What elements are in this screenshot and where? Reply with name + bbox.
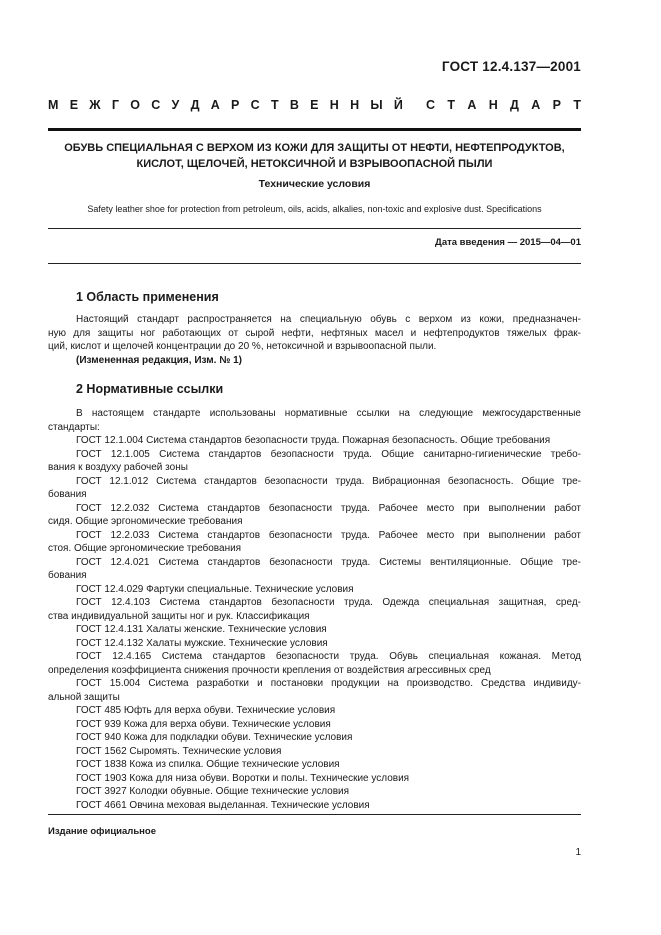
text-line: ГОСТ 1838 Кожа из спилка. Общие технические условия — [76, 759, 340, 770]
document-title — [48, 140, 581, 172]
text-line: бования — [48, 489, 87, 500]
banner-letter: А — [210, 98, 220, 112]
banner-letter: Е — [69, 98, 79, 112]
divider — [48, 228, 581, 229]
banner-letter: Т — [573, 98, 581, 112]
section-1-heading: 1 Область применения — [76, 290, 219, 304]
text-line: ций, кислот и щелочей концентрации до 20 %, нетоксичной и взрывоопасной пыли. — [48, 341, 437, 352]
banner-letter: Т — [270, 98, 279, 112]
text-line: вания к воздуху рабочей зоны — [48, 462, 188, 473]
text-line: Настоящий стандарт распространяется на специальную обувь с верхом из кожи, предназначен- — [76, 314, 581, 325]
standard-word — [426, 98, 581, 112]
divider — [48, 263, 581, 264]
banner-letter: Й — [393, 98, 403, 112]
document-code: ГОСТ 12.4.137—2001 — [441, 59, 581, 74]
banner-letter: А — [467, 98, 477, 112]
section-1-body — [48, 313, 581, 367]
banner-letter: А — [531, 98, 541, 112]
text-line: ГОСТ 939 Кожа для верха обуви. Технические условия — [76, 718, 331, 730]
text-line: бования — [48, 570, 87, 581]
text-line: ГОСТ 12.1.005 Система стандартов безопасности труда. Общие санитарно-гигиенические требо- — [76, 448, 581, 460]
banner-letter: Н — [350, 98, 360, 112]
edition-label: Издание официальное — [48, 826, 156, 837]
text-line: ГОСТ 12.4.165 Система стандартов безопасности труда. Обувь специальная кожаная. Метод — [76, 651, 581, 662]
text-line: альной защиты — [48, 691, 120, 703]
title-line-1: ОБУВЬ СПЕЦИАЛЬНАЯ С ВЕРХОМ ИЗ КОЖИ ДЛЯ ЗАЩИТЫ ОТ НЕФТИ, НЕФТЕПРОДУКТОВ, — [64, 142, 565, 154]
title-line-2: КИСЛОТ, ЩЕЛОЧЕЙ, НЕТОКСИЧНОЙ И ВЗРЫВООПАСНОЙ ПЫЛИ — [136, 158, 493, 170]
text-line: сидя. Общие эргономические требования — [48, 516, 243, 527]
header-divider — [48, 128, 581, 131]
section-2-heading: 2 Нормативные ссылки — [76, 382, 224, 396]
text-line: стандарты: — [48, 421, 100, 433]
banner-letter: М — [48, 98, 59, 112]
text-line: ГОСТ 15.004 Система разработки и постановки продукции на производство. Средства индивиду- — [76, 678, 581, 689]
text-line: ГОСТ 940 Кожа для подкладки обуви. Технические условия — [76, 732, 353, 743]
banner-letter: Г — [111, 98, 119, 112]
text-line: определения коэффициента снижения прочности крепления от воздействия агрессивных сред — [48, 664, 491, 676]
text-line: ГОСТ 12.1.004 Система стандартов безопасности труда. Пожарная безопасность. Общие требования — [76, 435, 551, 446]
text-line: ГОСТ 4661 Овчина меховая выделанная. Технические условия — [76, 799, 370, 811]
banner-letter: Н — [488, 98, 498, 112]
banner-letter: Ы — [370, 98, 383, 112]
footer-divider — [48, 814, 581, 815]
text-line: ГОСТ 12.2.033 Система стандартов безопасности труда. Рабочее место при выполнении работ — [76, 529, 581, 541]
section-2-body — [48, 407, 581, 812]
interstate-standard-banner — [48, 98, 581, 112]
text-line: ГОСТ 485 Юфть для верха обуви. Технические условия — [76, 705, 336, 716]
banner-letter: Ж — [89, 98, 101, 112]
text-line: ную для защиты ног работающих от сырой нефти, нефтяных масел и нефтепродуктов тяжелых фрак- — [48, 327, 581, 339]
text-line: ства индивидуальной защиты ног и рук. Классификация — [48, 610, 310, 622]
text-line: ГОСТ 3927 Колодки обувные. Общие технические условия — [76, 786, 350, 797]
introduction-date: Дата введения — 2015—04—01 — [435, 237, 581, 248]
text-line: ГОСТ 12.4.132 Халаты мужские. Технические условия — [76, 637, 328, 649]
text-line: ГОСТ 12.4.021 Система стандартов безопасности труда. Системы вентиляционные. Общие тре- — [76, 556, 581, 568]
banner-letter: С — [250, 98, 260, 112]
text-line: ГОСТ 12.2.032 Система стандартов безопасности труда. Рабочее место при выполнении работ — [76, 502, 581, 514]
text-line: ГОСТ 12.4.029 Фартуки специальные. Технические условия — [76, 583, 354, 595]
amendment-note: (Измененная редакция, Изм. № 1) — [76, 354, 243, 366]
banner-letter: Р — [231, 98, 240, 112]
banner-letter: С — [151, 98, 161, 112]
banner-letter: В — [289, 98, 299, 112]
interstate-word — [48, 98, 403, 112]
banner-letter: Е — [310, 98, 319, 112]
text-line: ГОСТ 1562 Сыромять. Технические условия — [76, 745, 282, 757]
text-line: ГОСТ 12.1.012 Система стандартов безопасности труда. Вибрационная безопасность. Общие тре- — [76, 475, 581, 487]
text-line: ГОСТ 12.4.131 Халаты женские. Технические условия — [76, 624, 327, 635]
banner-letter: О — [130, 98, 140, 112]
page-number: 1 — [575, 847, 581, 858]
document-subtitle: Технические условия — [258, 178, 371, 190]
banner-letter: Д — [510, 98, 519, 112]
text-line: ГОСТ 1903 Кожа для низа обуви. Воротки и полы. Технические условия — [76, 772, 410, 784]
text-line: ГОСТ 12.4.103 Система стандартов безопасности труда. Одежда специальная защитная, сред- — [76, 597, 581, 608]
text-line: стоя. Общие эргономические требования — [48, 543, 242, 554]
banner-letter: Н — [329, 98, 339, 112]
text-line: В настоящем стандарте использованы нормативные ссылки на следующие межгосударственные — [76, 408, 581, 419]
banner-letter: Д — [190, 98, 200, 112]
banner-letter: Т — [447, 98, 455, 112]
banner-letter: С — [426, 98, 436, 112]
banner-letter: У — [171, 98, 180, 112]
banner-letter: Р — [552, 98, 561, 112]
english-title: Safety leather shoe for protection from petroleum, oils, acids, alkalies, non-toxic and explosive dust. Specifications — [87, 204, 542, 214]
